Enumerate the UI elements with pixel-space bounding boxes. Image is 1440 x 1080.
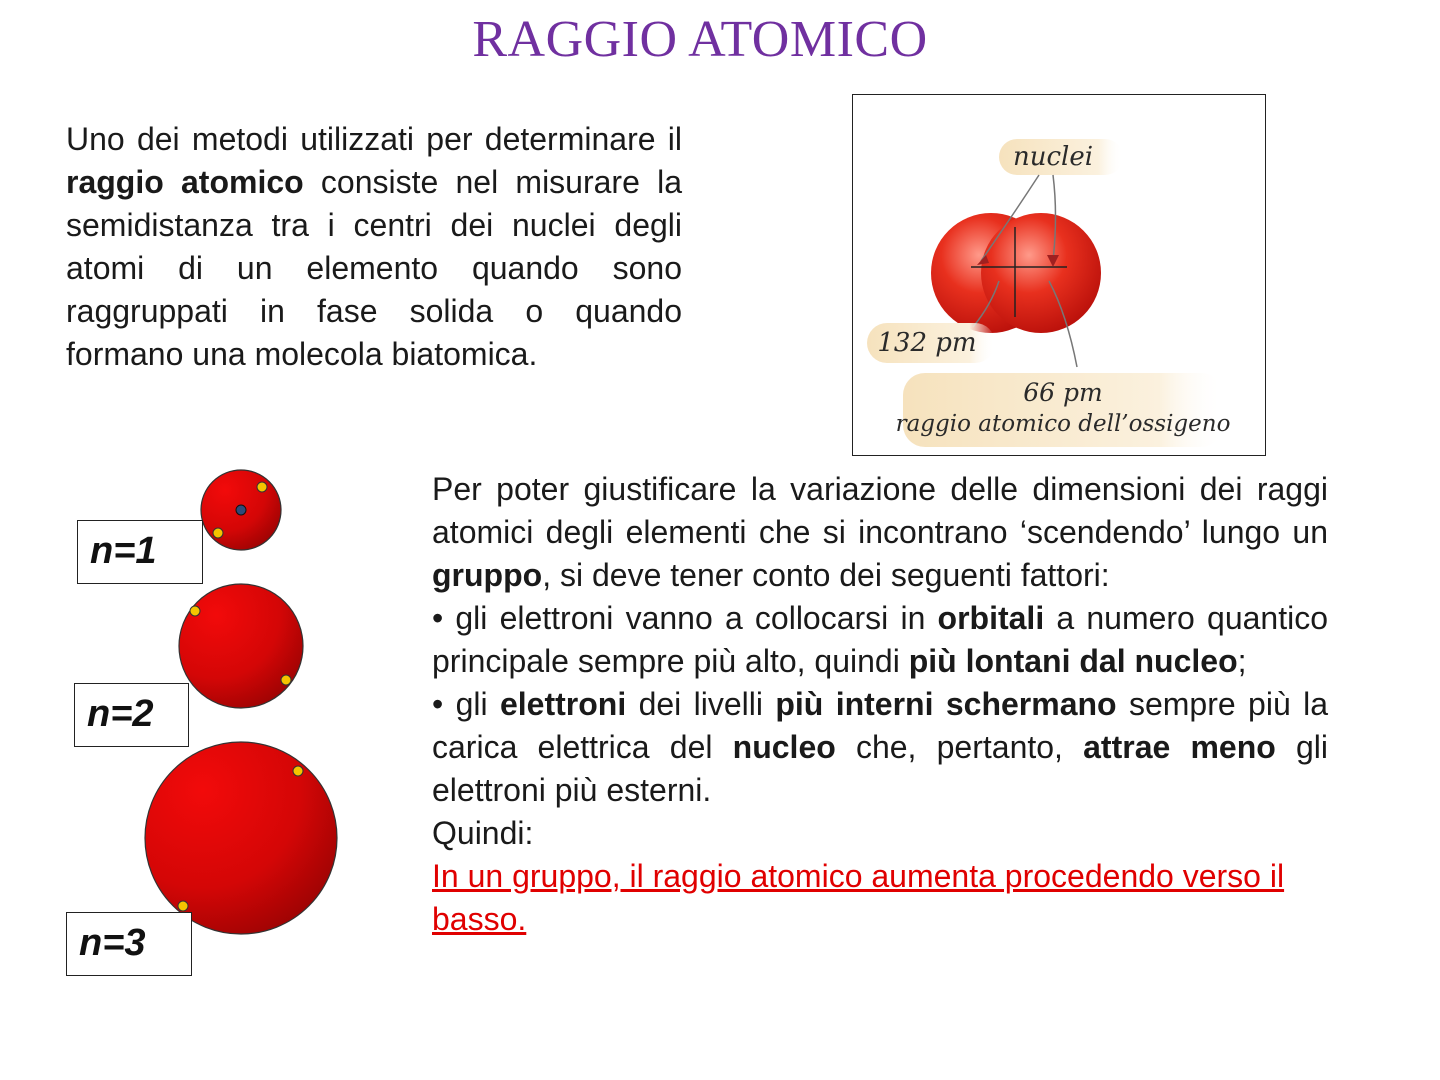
electron bbox=[293, 766, 303, 776]
bold-term: attrae meno bbox=[1083, 729, 1276, 765]
text-segment: ; bbox=[1237, 643, 1247, 679]
shell-label-n3: n=3 bbox=[66, 912, 192, 976]
electron bbox=[213, 528, 223, 538]
bold-term: elettroni bbox=[499, 686, 627, 722]
distance-label: 132 pm bbox=[877, 328, 977, 358]
text-segment: • gli elettroni vanno a collocarsi in bbox=[432, 600, 938, 636]
intro-paragraph bbox=[66, 118, 682, 376]
oxygen-atom-right bbox=[981, 213, 1101, 333]
text-segment: , si deve tener conto dei seguenti fattori: bbox=[542, 557, 1110, 593]
shell-label-n2: n=2 bbox=[74, 683, 189, 747]
electron bbox=[257, 482, 267, 492]
nuclei-label: nuclei bbox=[1012, 142, 1094, 172]
electron bbox=[190, 606, 200, 616]
intro-bold-term: raggio atomico bbox=[66, 164, 304, 200]
bold-term: nucleo bbox=[732, 729, 836, 765]
shell-label-n1: n=1 bbox=[77, 520, 203, 584]
text-segment: a numero quantico principale sempre più alto, quindi bbox=[432, 600, 1328, 679]
electron bbox=[178, 901, 188, 911]
conclusion-text: In un gruppo, il raggio atomico aumenta procedendo verso il basso. bbox=[432, 858, 1285, 937]
intro-text-1: Uno dei metodi utilizzati per determinare il bbox=[66, 121, 682, 157]
nucleus bbox=[236, 505, 246, 515]
radius-caption: raggio atomico dell’ossigeno bbox=[895, 411, 1231, 437]
text-segment: dei livelli bbox=[626, 686, 776, 722]
text-segment: che, pertanto, bbox=[835, 729, 1084, 765]
electron bbox=[281, 675, 291, 685]
bullet-shielding bbox=[432, 683, 1328, 812]
explanation-paragraph bbox=[432, 468, 1328, 597]
text-segment: Per poter giustificare la variazione delle dimensioni dei raggi atomici degli elementi che si incontrano ‘scendendo’ lungo un bbox=[432, 471, 1328, 550]
intro-text-2: consiste nel misurare la semidistanza tra i centri dei nuclei degli atomi di un elemento quando sono raggruppati in fase solida o quando formano una molecola biatomica. bbox=[66, 164, 683, 372]
text-segment: gli elettroni più esterni. bbox=[432, 729, 1329, 808]
bold-term: più interni schermano bbox=[775, 686, 1117, 722]
oxygen-molecule-figure bbox=[852, 94, 1266, 456]
bold-term: gruppo bbox=[432, 557, 543, 593]
atom-n2 bbox=[179, 584, 303, 708]
radius-label: 66 pm bbox=[1023, 378, 1103, 407]
bold-term: più lontani dal nucleo bbox=[908, 643, 1238, 679]
bold-term: orbitali bbox=[937, 600, 1045, 636]
bullet-orbitals bbox=[432, 597, 1328, 683]
text-segment: • gli bbox=[432, 686, 500, 722]
explanation-text bbox=[432, 468, 1328, 941]
text-segment: sempre più la carica elettrica del bbox=[432, 686, 1329, 765]
oxygen-molecule-illustration bbox=[853, 95, 1267, 457]
page-title: RAGGIO ATOMICO bbox=[472, 11, 928, 68]
atom-n3 bbox=[145, 742, 337, 934]
therefore-label: Quindi: bbox=[432, 815, 534, 851]
